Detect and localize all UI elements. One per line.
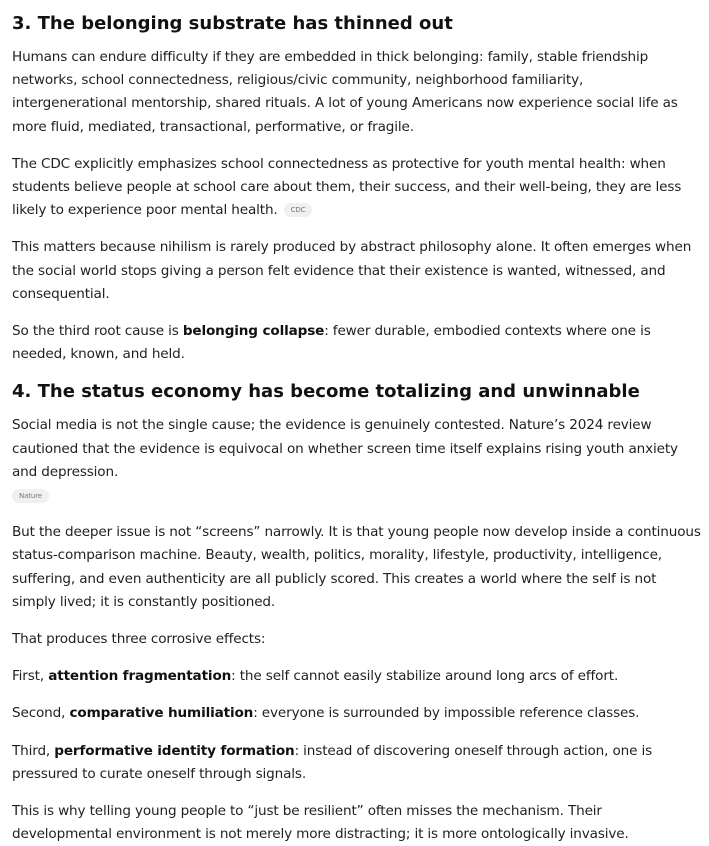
effect-2-pre: Second,: [12, 705, 70, 722]
section-4-paragraph-1-text: Social media is not the single cause; the evidence is genuinely contested. Nature’s 2024 review cautioned that the evidence is equivocal on whether screen time itself explains rising youth anxiety and depression.: [12, 417, 678, 480]
section-3-p4-pre: So the third root cause is: [12, 323, 183, 340]
section-4-paragraph-3: That produces three corrosive effects:: [12, 631, 266, 648]
section-4-paragraph-4: This is why telling young people to “just be resilient” often misses the mechanism. Their developmental environment is not merely more distracting; it is more ontologically invasive.: [12, 803, 629, 843]
attention-fragmentation-term: attention fragmentation: [48, 668, 232, 685]
citation-chip-nature[interactable]: Nature: [12, 489, 49, 503]
effect-3-pre: Third,: [12, 742, 55, 759]
section-3-paragraph-4: [12, 320, 701, 366]
section-3-paragraph-1: Humans can endure difficulty if they are embedded in thick belonging: family, stable friendship networks, school connectedness, religious/civic community, neighborhood familiarity, intergenerational mentorship, shared rituals. A lot of young Americans now experience social life as more fluid, mediated, transactional, performative, or fragile.: [12, 49, 678, 135]
effect-1-post: : the self cannot easily stabilize around long arcs of effort.: [231, 668, 619, 685]
effect-1-paragraph: [12, 665, 701, 688]
effect-3-paragraph: [12, 740, 701, 786]
effect-2-post: : everyone is surrounded by impossible reference classes.: [253, 705, 640, 722]
comparative-humiliation-term: comparative humiliation: [69, 705, 254, 722]
effect-3-post: : instead of discovering oneself through action, one is pressured to curate oneself through signals.: [12, 742, 653, 782]
section-3-paragraph-2: [12, 153, 701, 223]
performative-identity-formation-term: performative identity formation: [54, 742, 295, 759]
section-3-paragraph-2-text: The CDC explicitly emphasizes school connectedness as protective for youth mental health: when students believe people at school care about them, their success, and their well-being, they are less likely to experience poor mental health.: [12, 155, 682, 219]
effect-2-paragraph: [12, 702, 701, 725]
effect-1-pre: First,: [12, 668, 49, 685]
section-3-p4-post: : fewer durable, embodied contexts where one is needed, known, and held.: [12, 323, 651, 363]
section-4-paragraph-1: [12, 414, 701, 507]
citation-chip-cdc[interactable]: CDC: [284, 203, 313, 217]
section-3-paragraph-3: This matters because nihilism is rarely produced by abstract philosophy alone. It often emerges when the social world stops giving a person felt evidence that their existence is wanted, witnessed, and consequential.: [12, 239, 692, 302]
section-3-heading: 3. The belonging substrate has thinned out: [12, 13, 453, 34]
section-4-heading: 4. The status economy has become totalizing and unwinnable: [12, 381, 640, 403]
belonging-collapse-term: belonging collapse: [182, 323, 325, 340]
section-4-paragraph-2: But the deeper issue is not “screens” narrowly. It is that young people now develop inside a continuous status-comparison machine. Beauty, wealth, politics, morality, lifestyle, productivity, intelligence, suffering, and even authenticity are all publicly scored. This creates a world where the self is not simply lived; it is constantly positioned.: [12, 524, 701, 610]
